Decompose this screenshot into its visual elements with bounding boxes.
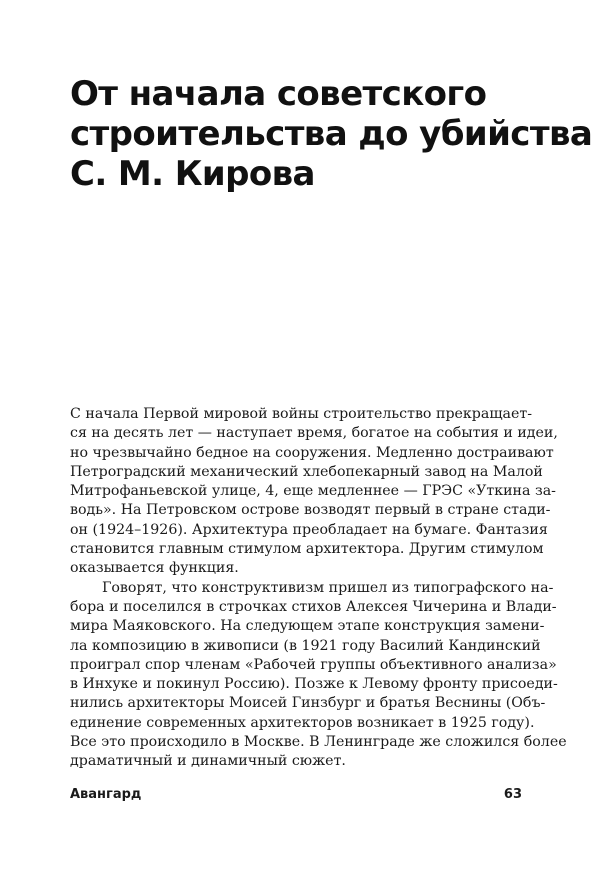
text-line: в Инхуке и покинул Россию). Позже к Левому фронту присоеди- — [70, 676, 558, 693]
chapter-title-line: От начала советского — [70, 74, 487, 114]
text-line: но чрезвычайно бедное на сооружения. Медленно достраивают — [70, 444, 554, 461]
text-line: он (1924–1926). Архитектура преобладает на бумаге. Фантазия — [70, 521, 548, 538]
text-line: единение современных архитекторов возникает в 1925 году). — [70, 714, 535, 731]
text-line: Говорят, что конструктивизм пришел из типографского на- — [102, 579, 554, 596]
text-line: Все это происходило в Москве. В Ленинграде же сложился более — [70, 734, 567, 751]
paragraph — [70, 405, 558, 579]
body-text — [70, 405, 567, 772]
text-line: становится главным стимулом архитектора. Другим стимулом — [70, 541, 544, 558]
page-number: 63 — [503, 787, 522, 802]
text-line: водь». На Петровском острове возводят первый в стране стади- — [70, 502, 551, 519]
page-footer — [70, 787, 532, 807]
chapter-title-line: строительства до убийства — [70, 114, 593, 154]
text-line: бора и поселился в строчках стихов Алексея Чичерина и Влади- — [70, 598, 557, 615]
chapter-title — [70, 74, 593, 194]
text-line: драматичный и динамичный сюжет. — [70, 753, 346, 770]
running-head: Авангард — [70, 787, 142, 802]
text-line: нились архитекторы Моисей Гинзбург и братья Веснины (Объ- — [70, 695, 546, 712]
text-line: С начала Первой мировой войны строительство прекращает- — [70, 406, 533, 422]
text-line: ся на десять лет — наступает время, богатое на события и идеи, — [70, 425, 558, 442]
text-line: проиграл спор членам «Рабочей группы объективного анализа» — [70, 656, 557, 673]
text-line: Митрофаньевской улице, 4, еще медленнее — ГРЭС «Уткина за- — [70, 483, 556, 500]
text-line: ла композицию в живописи (в 1921 году Василий Кандинский — [70, 637, 541, 654]
paragraph — [70, 579, 567, 772]
text-line: Петроградский механический хлебопекарный завод на Малой — [70, 463, 543, 480]
text-line: оказывается функция. — [70, 560, 239, 577]
text-line: мира Маяковского. На следующем этапе конструкция замени- — [70, 618, 545, 635]
chapter-title-line: С. М. Кирова — [70, 154, 315, 194]
